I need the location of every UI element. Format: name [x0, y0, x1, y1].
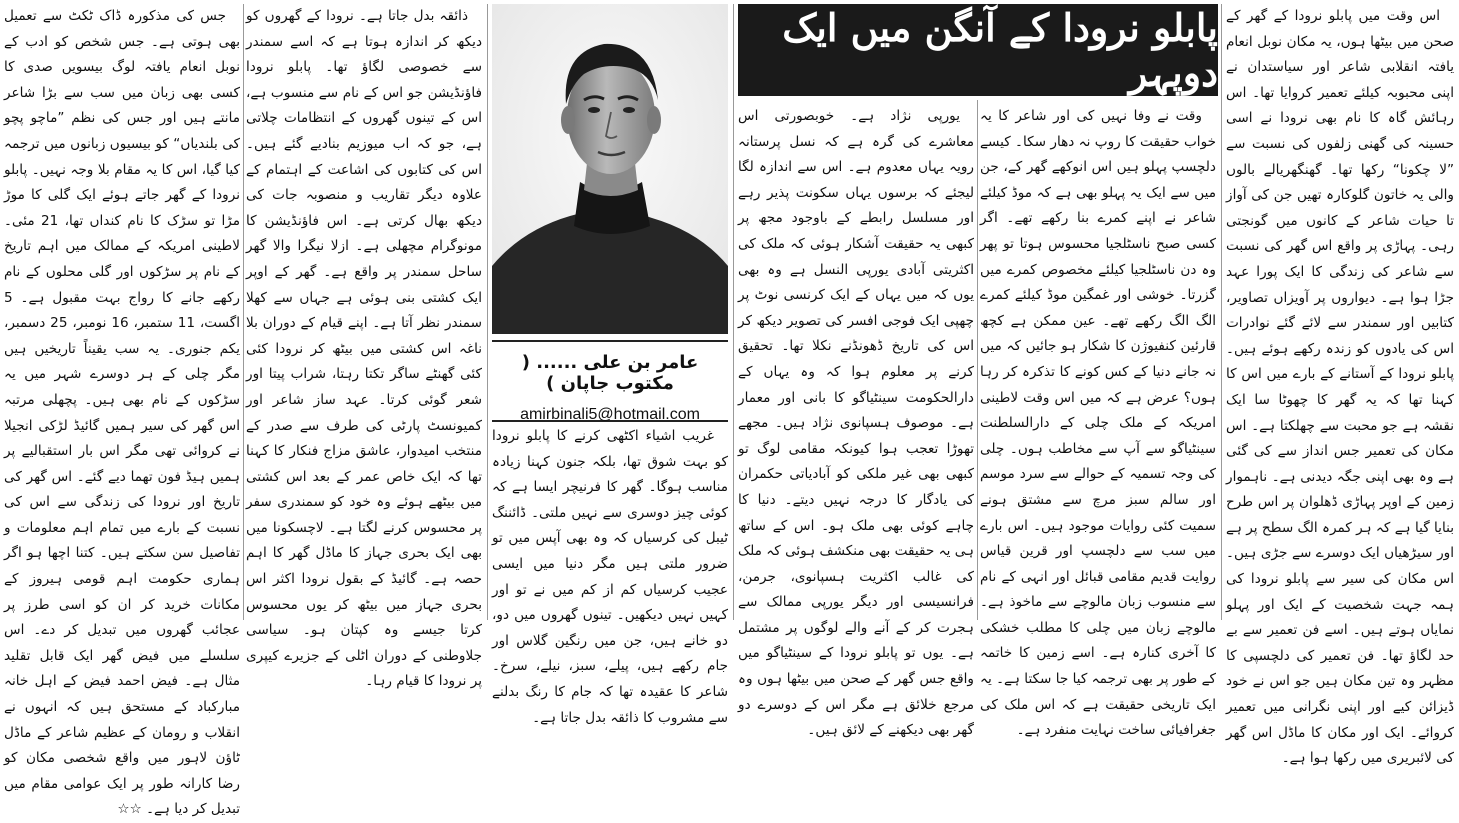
author-email[interactable]: amirbinali5@hotmail.com: [520, 406, 700, 423]
column-text: جس کی مذکورہ ڈاک ٹکٹ سے تعمیل بھی ہوتی ہے۔ جس شخص کو ادب کے نوبل انعام یافتہ لوگ بیسویں صدی کا کسی بھی زبان میں سب سے بڑا شاعر مانتے ہیں اور جس کی نظم ”ماچو پچو کی بلندیاں“ کو بیسیوں زبانوں میں ترجمہ کیا گیا، اس کا یہ مقام بلا وجہ نہیں۔ پابلو نرودا کے گھر جاتے ہوئے ایک گلی کا موڑ مڑا تو سڑک کا نام کنداں تھا، 21 مئی۔ لاطینی امریکہ کے ممالک میں اہم تاریخ کے نام پر سڑکوں اور گلی محلوں کے نام رکھے جانے کا رواج بہت مقبول ہے۔ 5 اگست، 11 ستمبر، 16 نومبر، 25 دسمبر، یکم جنوری۔ یہ سب یقیناً تاریخیں ہیں مگر چلی کے ہر دوسرے شہر میں یہ سڑکوں کے نام بھی ہیں۔ پچھلی مرتبہ اس گھر کی سیر ہمیں گائیڈ لڑکی انجیلا نے کروائی تھی مگر اس بار استقبالیے پر ہمیں ہیڈ فون تھما دیے گئے۔ اس گھر کی تاریخ اور نرودا کی زندگی سے اس کی نسبت کے بارے میں تمام اہم معلومات و تفاصیل سن سکتے ہیں۔ کتنا اچھا ہو اگر ہماری حکومت اہم قومی ہیروز کے مکانات خرید کر ان کو اسی طرز پر عجائب گھروں میں تبدیل کر دے۔ اس سلسلے میں فیض گھر ایک قابل تقلید مثال ہے۔ فیض احمد فیض کے اہل خانہ مبارکباد کے مستحق ہیں کہ انہوں نے انقلاب و رومان کے عظیم شاعر کے ماڈل ٹاؤن لاہور میں واقع شخصی مکان کو رضا کارانہ طور پر ایک عوامی مقام میں تبدیل کر دیا ہے۔ ☆☆: [4, 8, 241, 818]
column-text: غریب اشیاء اکٹھی کرنے کا پابلو نرودا کو بہت شوق تھا، بلکہ جنون کہنا زیادہ مناسب ہوگا۔ گھر کا فرنیچر ایسا ہے کہ کوئی چیز دوسری سے نہیں ملتی۔ ڈائننگ ٹیبل کی کرسیاں کہ وہ بھی آپس میں تو ضرور ملتی ہیں مگر دنیا میں ایسی عجیب کرسیاں کم از کم میں نے تو اور کہیں نہیں دیکھیں۔ تینوں گھروں میں دو، دو خانے ہیں، جن میں رنگین گلاس اور جام رکھے ہیں، پیلے، سبز، نیلے، سرخ۔ شاعر کا عقیدہ تھا کہ جام کا رنگ بدلنے سے مشروب کا ذائقہ بدل جاتا ہے۔: [492, 428, 728, 726]
column-rule: [733, 4, 734, 620]
article-column-3: [738, 104, 974, 739]
author-name: عامر بن علی ...... ( مکتوب جاپان ): [521, 352, 699, 394]
column-text: اس وقت میں پابلو نرودا کے گھر کے صحن میں بیٹھا ہوں، یہ مکان نوبل انعام یافتہ انقلابی شاعر اور سیاستدان نے اپنی محبوبہ کیلئے تعمیر کروایا تھا۔ اس رہائش گاہ کا نام بھی نرودا نے اسی حسینہ کی گھنی زلفوں کی نسبت سے ”لا چکونا“ رکھا تھا۔ گھنگھریالے بالوں والی یہ خاتون گلوکارہ تھیں جن کی آواز تا حیات شاعر کے کانوں میں گونجتی رہی۔ پہاڑی پر واقع اس گھر کی نسبت سے شاعر کی زندگی کا ایک پورا عہد جڑا ہوا ہے۔ دیواروں پر آویزاں تصاویر، کتابیں اور سمندر سے لائے گئے نوادرات اس کی یادوں کو زندہ رکھے ہوئے ہیں۔ پابلو نرودا کے آستانے کے بارے میں اس کا کہنا تھا کہ یہ گھر کا چھوٹا سا ایک نقشہ ہے جو محبت سے چھلکتا ہے۔ اس مکان کی تعمیر جس انداز سے کی گئی ہے وہ بھی اپنی جگہ دیدنی ہے۔ ناہموار زمین کے اوپر پہاڑی ڈھلوان پر اس طرح بنایا گیا ہے کہ ہر کمرہ الگ سطح پر ہے اور سیڑھیاں ایک دوسرے سے جڑی ہیں۔ اس مکان کی سیر سے پابلو نرودا کی ہمہ جہت شخصیت کے ایک اور پہلو نمایاں ہوتے ہیں۔ اسے فن تعمیر سے بے حد لگاؤ تھا۔ فن تعمیر کی دلچسپی کا مظہر وہ تین مکان ہیں جو اس نے خود ڈیزائن کیے اور اپنی نگرانی میں تعمیر کروائے۔ ایک اور مکان کا ماڈل اس گھر کی لائبریری میں رکھا ہوا ہے۔: [1226, 8, 1454, 767]
article-column-5: [246, 4, 482, 690]
author-photo: [492, 4, 728, 334]
author-portrait-illustration: [492, 4, 728, 334]
article-column-1: [1226, 4, 1454, 767]
column-rule: [1221, 4, 1222, 620]
column-text: وقت نے وفا نہیں کی اور شاعر کا یہ خواب حقیقت کا روپ نہ دھار سکا۔ کیسے دلچسپ پہلو ہیں اس انوکھے گھر کے، جن میں سے ایک یہ پہلو بھی ہے کہ موڈ کیلئے شاعر نے اپنے کمرے بنا رکھے تھے۔ اگر کسی صبح ناسٹلجیا محسوس ہوتا تو پھر وہ دن ناسٹلجیا کیلئے مخصوص کمرے میں گزرتا۔ خوشی اور غمگین موڈ کیلئے کمرے الگ الگ رکھے تھے۔ عین ممکن ہے کچھ قارئین کنفیوژن کا شکار ہو جائیں کہ میں نہ جانے دنیا کے کس کونے کا تذکرہ کر رہا ہوں؟ عرض ہے کہ میں اس وقت لاطینی امریکہ کے ملک چلی کے دارالسلطنت سینٹیاگو سے آپ سے مخاطب ہوں۔ چلی کی وجہ تسمیہ کے حوالے سے سرد موسم اور سالم سبز مرچ سے مشتق ہونے سمیت کئی روایات موجود ہیں۔ اس بارے میں سب سے دلچسپ اور قرین قیاس روایت قدیم مقامی قبائل اور انہی کے نام سے منسوب زبان مالوچے سے ماخوذ ہے۔ مالوچے زبان میں چلی کا مطلب خشکی کا آخری کنارہ ہے۔ اسے زمین کا خاتمہ کے طور پر بھی ترجمہ کیا جا سکتا ہے۔ یہ ایک تاریخی حقیقت ہے کہ اس ملک کی جغرافیائی ساخت نہایت منفرد ہے۔: [980, 108, 1216, 739]
column-text: یورپی نژاد ہے۔ خوبصورتی اس معاشرے کی گرہ ہے کہ نسل پرستانہ رویہ یہاں معدوم ہے۔ اس سے اندازہ لگا لیجئے کہ برسوں یہاں سکونت پذیر رہے اور مسلسل رابطے کے باوجود مجھ پر کبھی یہ حقیقت آشکار ہوئی کہ ملک کی اکثریتی آبادی یورپی النسل ہے وہ بھی یوں کہ میں یہاں کے ایک کرنسی نوٹ پر چھپی ایک فوجی افسر کی تصویر دیکھ کر اس کی تاریخ ڈھونڈنے نکلا تھا۔ تحقیق کرنے پر معلوم ہوا کہ وہ یہاں کے دارالحکومت سینٹیاگو کا بانی اور معمار ہے۔ موصوف ہسپانوی نژاد ہیں۔ مجھے تھوڑا تعجب ہوا کیونکہ مقامی لوگ تو کبھی بھی غیر ملکی کو آبادیاتی حکمران کی یادگار کا درجہ نہیں دیتے۔ دنیا کا چاہے کوئی بھی ملک ہو۔ اس کے ساتھ ہی یہ حقیقت بھی منکشف ہوئی کہ ملک کی غالب اکثریت ہسپانوی، جرمن، فرانسیسی اور دیگر یورپی ممالک سے ہجرت کر کے آنے والے لوگوں پر مشتمل ہے۔ یوں تو پابلو نرودا کے سینٹیاگو میں واقع جس گھر کے صحن میں بیٹھا ہوں وہ مرجع خلائق ہے مگر اس کے دوسرے دو گھر بھی دیکھنے کے لائق ہیں۔: [738, 108, 974, 739]
column-rule: [977, 100, 978, 620]
article-column-2: [980, 104, 1216, 739]
column-rule: [487, 4, 488, 620]
column-rule: [243, 4, 244, 620]
author-byline: [492, 340, 728, 422]
column-text: ذائقہ بدل جاتا ہے۔ نرودا کے گھروں کو دیکھ کر اندازہ ہوتا ہے کہ اسے سمندر سے خصوصی لگاؤ تھا۔ پابلو نرودا فاؤنڈیشن جو اس کے نام سے منسوب ہے، اس کے تینوں گھروں کے انتظامات چلاتی ہے، جو کہ اب میوزیم بنادیے گئے ہیں۔ اس کی کتابوں کی اشاعت کے اہتمام کے علاوہ دیگر تقاریب و منصوبہ جات کی دیکھ بھال کرتی ہے۔ اس فاؤنڈیشن کا مونوگرام مچھلی ہے۔ ازلا نیگرا والا گھر ساحل سمندر پر واقع ہے۔ گھر کے اوپر ایک کشتی بنی ہوئی ہے جہاں سے کھلا سمندر نظر آتا ہے۔ اپنے قیام کے دوران بلا ناغہ اس کشتی میں بیٹھ کر نرودا کئی کئی گھنٹے ساگر تکتا رہتا، شراب پیتا اور شعر گوئی کرتا۔ عہد ساز شاعر اور کمیونسٹ پارٹی کی طرف سے صدر کے منتخب امیدوار، عاشق مزاج فنکار کا کہنا تھا کہ ایک خاص عمر کے بعد اس کشتی میں بیٹھے ہوئے وہ خود کو سمندری سفر پر محسوس کرنے لگتا ہے۔ لاچسکونا میں بھی ایک بحری جہاز کا ماڈل گھر کا اہم حصہ ہے۔ گائیڈ کے بقول نرودا اکثر اس بحری جہاز میں بیٹھ کر یوں محسوس کرتا جیسے وہ کپتان ہو۔ سیاسی جلاوطنی کے دوران اٹلی کے جزیرے کیپری پر نرودا کا قیام رہا۔: [246, 8, 482, 690]
article-column-4: [492, 424, 728, 726]
article-column-6: [4, 4, 241, 818]
article-headline: پابلو نرودا کے آنگن میں ایک دوپہر: [738, 4, 1218, 96]
